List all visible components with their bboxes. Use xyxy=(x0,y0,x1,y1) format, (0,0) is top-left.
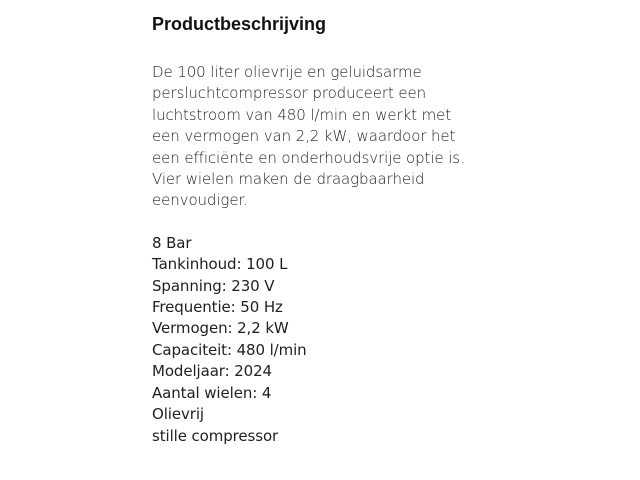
product-description-text: De 100 liter olievrije en geluidsarme persluchtcompressor produceert een luchtstroom van 480 l/min en werkt met een vermogen van 2,2 kW, waardoor het een efficiënte en onderhoudsvrije optie is. Vier wielen maken de draagbaarheid eenvoudiger. xyxy=(152,63,465,210)
spec-tank-capacity: Tankinhoud: 100 L xyxy=(152,255,288,274)
spec-frequency: Frequentie: 50 Hz xyxy=(152,298,283,317)
spec-pressure: 8 Bar xyxy=(152,233,192,252)
spec-power: Vermogen: 2,2 kW xyxy=(152,319,289,338)
spec-oil-free: Olievrij xyxy=(152,405,204,424)
spec-model-year: Modeljaar: 2024 xyxy=(152,362,272,381)
spec-wheels: Aantal wielen: 4 xyxy=(152,383,272,402)
spec-silent: stille compressor xyxy=(152,426,279,445)
product-description-section xyxy=(152,12,482,447)
spec-capacity: Capaciteit: 480 l/min xyxy=(152,340,307,359)
spec-list xyxy=(152,233,482,447)
section-title: Productbeschrijving xyxy=(152,14,327,34)
spec-voltage: Spanning: 230 V xyxy=(152,276,275,295)
